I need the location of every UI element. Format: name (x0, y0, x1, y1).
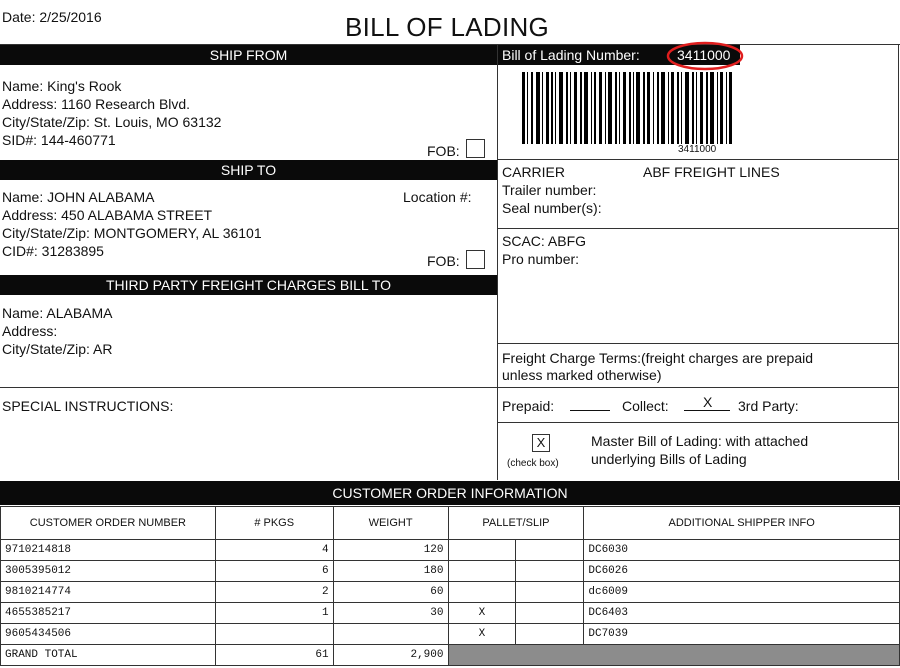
pkgs: 6 (215, 561, 333, 582)
collect-line[interactable] (684, 410, 730, 411)
weight: 60 (333, 582, 448, 603)
third-party-name: Name: ALABAMA (2, 305, 113, 321)
grand-total-row (1, 645, 900, 666)
table-row (1, 624, 900, 645)
slip (516, 561, 584, 582)
shipper-info: DC6403 (584, 603, 900, 624)
customer-order-header: CUSTOMER ORDER INFORMATION (0, 481, 900, 505)
master-bol-line2: underlying Bills of Lading (591, 451, 747, 467)
grand-total-pkgs: 61 (215, 645, 333, 666)
third-party-label: 3rd Party: (738, 398, 799, 414)
ship-to-fob-checkbox[interactable] (466, 250, 485, 269)
ship-from-fob-label: FOB: (427, 143, 460, 159)
table-row (1, 561, 900, 582)
pallet (448, 540, 516, 561)
table-row (1, 540, 900, 561)
weight: 30 (333, 603, 448, 624)
pallet (448, 582, 516, 603)
weight (333, 624, 448, 645)
freight-terms-line1: Freight Charge Terms:(freight charges are prepaid (502, 350, 814, 366)
ship-from-fob-checkbox[interactable] (466, 139, 485, 158)
shipper-info: dc6009 (584, 582, 900, 603)
col-order-number: CUSTOMER ORDER NUMBER (1, 507, 216, 540)
barcode-text: 3411000 (678, 144, 717, 155)
ship-to-location: Location #: (403, 189, 472, 205)
pallet (448, 561, 516, 582)
shipper-info: DC6030 (584, 540, 900, 561)
master-bol-checkbox[interactable]: X (532, 434, 550, 452)
ship-from-address: Address: 1160 Research Blvd. (2, 96, 191, 112)
order-number: 9710214818 (1, 540, 216, 561)
pkgs: 1 (215, 603, 333, 624)
customer-order-table (0, 506, 900, 666)
order-number: 9810214774 (1, 582, 216, 603)
order-number: 4655385217 (1, 603, 216, 624)
trailer-number: Trailer number: (502, 182, 597, 198)
master-bol-line1: Master Bill of Lading: with attached (591, 433, 809, 449)
document-title: BILL OF LADING (345, 12, 550, 42)
ship-to-fob-label: FOB: (427, 253, 460, 269)
third-party-city: City/State/Zip: AR (2, 341, 113, 357)
ship-to-header: SHIP TO (0, 160, 497, 180)
grand-total-shaded (448, 645, 900, 666)
prepaid-line[interactable] (570, 410, 610, 411)
collect-mark: X (703, 394, 713, 410)
ship-from-name: Name: King's Rook (2, 78, 122, 94)
barcode (520, 70, 740, 148)
grand-total-weight: 2,900 (333, 645, 448, 666)
ship-to-city: City/State/Zip: MONTGOMERY, AL 36101 (2, 225, 262, 241)
bol-number-label: Bill of Lading Number: (498, 45, 738, 65)
order-number: 9605434506 (1, 624, 216, 645)
grand-total-label: GRAND TOTAL (1, 645, 216, 666)
bol-number-highlight (665, 40, 745, 72)
pkgs: 4 (215, 540, 333, 561)
slip (516, 603, 584, 624)
weight: 120 (333, 540, 448, 561)
ship-to-cid: CID#: 31283895 (2, 243, 104, 259)
shipper-info: DC6026 (584, 561, 900, 582)
table-row (1, 603, 900, 624)
third-party-address: Address: (2, 323, 58, 339)
col-pallet-slip: PALLET/SLIP (448, 507, 584, 540)
order-number: 3005395012 (1, 561, 216, 582)
third-party-header: THIRD PARTY FREIGHT CHARGES BILL TO (0, 275, 497, 295)
ship-from-header: SHIP FROM (0, 45, 497, 65)
ship-from-sid: SID#: 144-460771 (2, 132, 116, 148)
pallet: X (448, 624, 516, 645)
date-label: Date: 2/25/2016 (2, 9, 102, 25)
col-weight: WEIGHT (333, 507, 448, 540)
weight: 180 (333, 561, 448, 582)
prepaid-label: Prepaid: (502, 398, 555, 414)
pallet: X (448, 603, 516, 624)
freight-terms-line2: unless marked otherwise) (502, 367, 662, 383)
ship-to-address: Address: 450 ALABAMA STREET (2, 207, 213, 223)
pkgs (215, 624, 333, 645)
table-row (1, 582, 900, 603)
collect-label: Collect: (622, 398, 669, 414)
slip (516, 582, 584, 603)
scac-code: SCAC: ABFG (502, 233, 587, 249)
special-instructions-label: SPECIAL INSTRUCTIONS: (2, 398, 174, 414)
bol-number-value: 3411000 (677, 47, 731, 63)
carrier-name: ABF FREIGHT LINES (643, 164, 780, 180)
slip (516, 540, 584, 561)
col-pkgs: # PKGS (215, 507, 333, 540)
ship-to-name: Name: JOHN ALABAMA (2, 189, 155, 205)
ship-from-city: City/State/Zip: St. Louis, MO 63132 (2, 114, 222, 130)
pro-number: Pro number: (502, 251, 580, 267)
shipper-info: DC7039 (584, 624, 900, 645)
seal-number: Seal number(s): (502, 200, 602, 216)
pkgs: 2 (215, 582, 333, 603)
check-box-label: (check box) (507, 458, 559, 469)
carrier-label: CARRIER (502, 164, 566, 180)
col-additional-info: ADDITIONAL SHIPPER INFO (584, 507, 900, 540)
slip (516, 624, 584, 645)
